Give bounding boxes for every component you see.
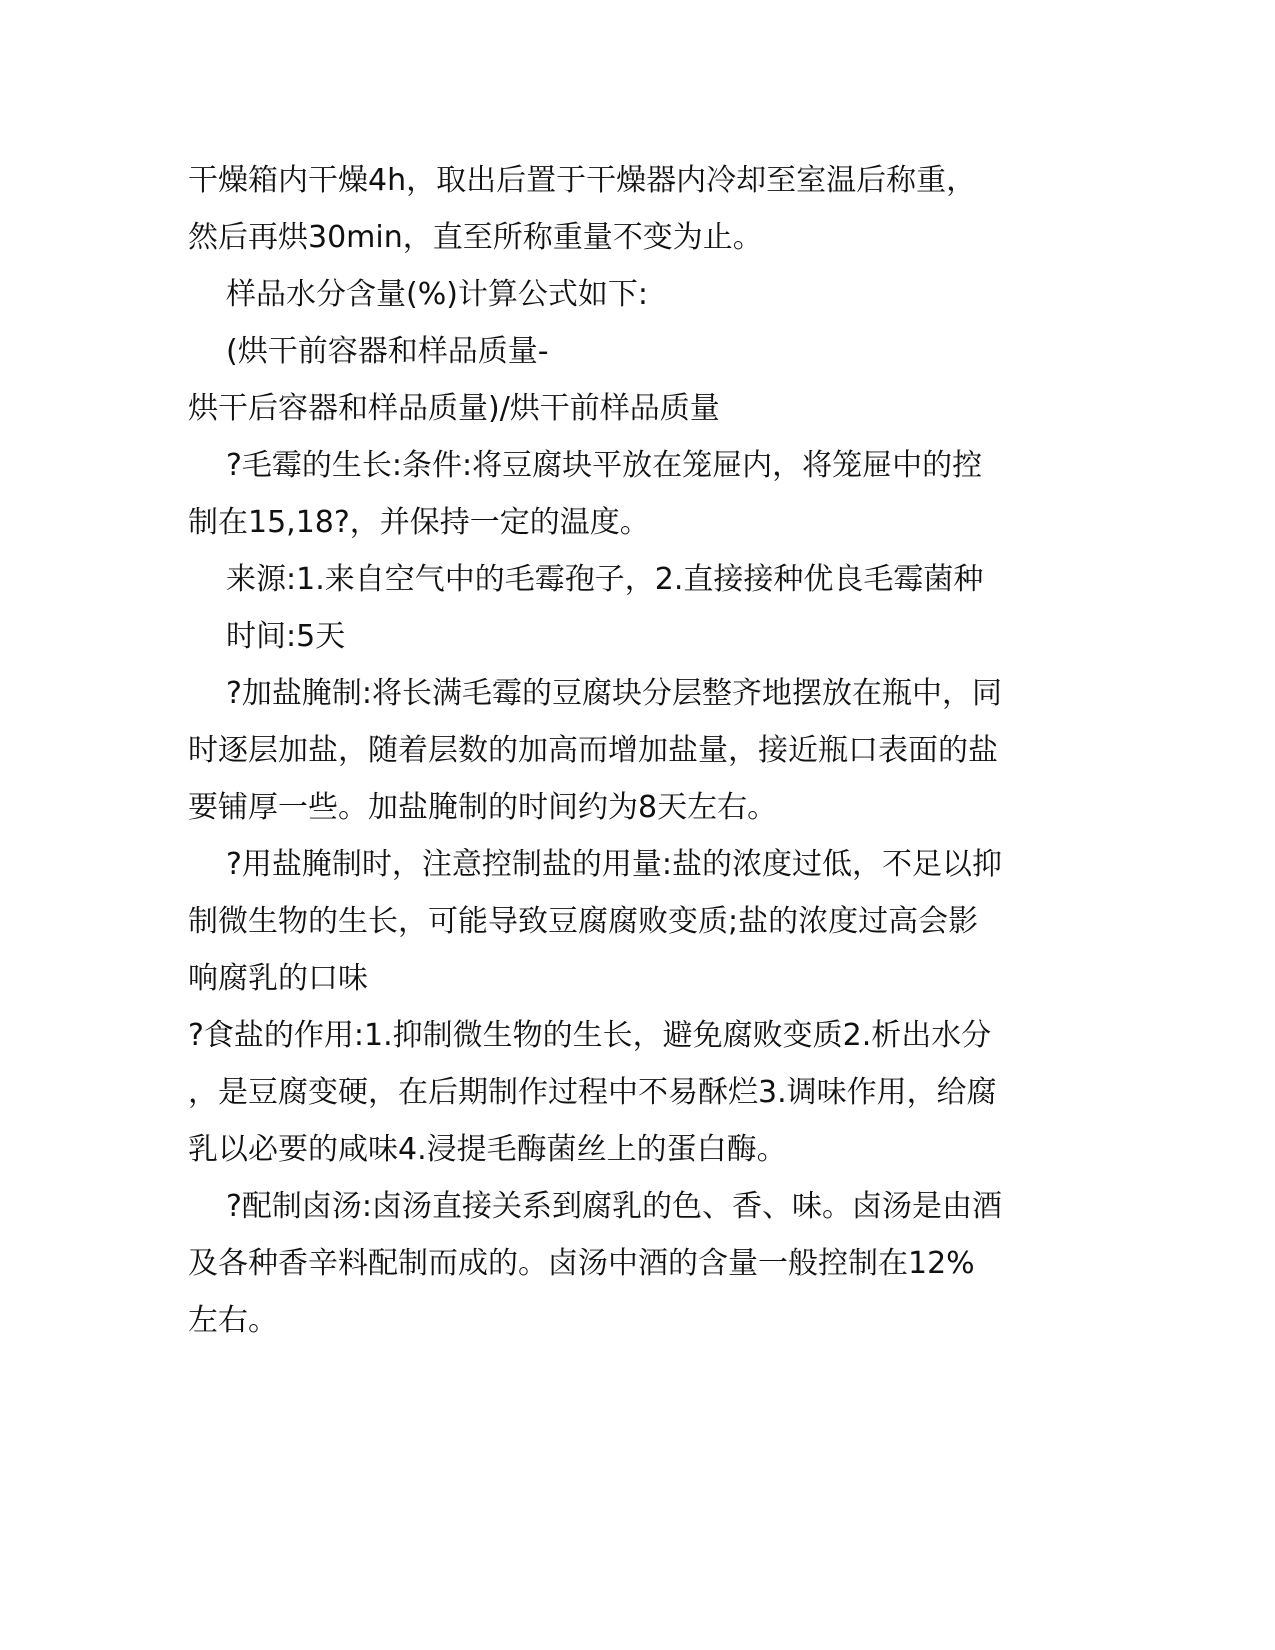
text-line: ?食盐的作用:1.抑制微生物的生长，避免腐败变质2.析出水分 <box>188 1018 992 1053</box>
text-line: ?毛霉的生长:条件:将豆腐块平放在笼屉内，将笼屉中的控 <box>226 448 983 483</box>
text-line: 烘干后容器和样品质量)/烘干前样品质量 <box>188 391 720 426</box>
text-line: 然后再烘30min，直至所称重量不变为止。 <box>188 220 763 255</box>
text-line: ?用盐腌制时，注意控制盐的用量:盐的浓度过低，不足以抑 <box>226 847 1003 882</box>
text-line: ，是豆腐变硬，在后期制作过程中不易酥烂3.调味作用，给腐 <box>188 1075 997 1110</box>
text-line: 样品水分含量(%)计算公式如下: <box>226 277 649 312</box>
document-body <box>188 152 1088 1349</box>
text-line: 时逐层加盐，随着层数的加高而增加盐量，接近瓶口表面的盐 <box>188 733 998 768</box>
text-line: 响腐乳的口味 <box>188 961 368 996</box>
text-line: 要铺厚一些。加盐腌制的时间约为8天左右。 <box>188 790 778 825</box>
text-line: 干燥箱内干燥4h，取出后置于干燥器内冷却至室温后称重， <box>188 163 977 198</box>
text-line: 及各种香辛料配制而成的。卤汤中酒的含量一般控制在12% <box>188 1246 975 1281</box>
text-line: 乳以必要的咸味4.浸提毛酶菌丝上的蛋白酶。 <box>188 1132 787 1167</box>
text-line: ?加盐腌制:将长满毛霉的豆腐块分层整齐地摆放在瓶中，同 <box>226 676 1003 711</box>
text-line: 左右。 <box>188 1303 278 1338</box>
text-line: 制在15,18?，并保持一定的温度。 <box>188 505 650 540</box>
text-line: 制微生物的生长，可能导致豆腐腐败变质;盐的浓度过高会影 <box>188 904 979 939</box>
text-line: 时间:5天 <box>226 619 346 654</box>
text-line: ?配制卤汤:卤汤直接关系到腐乳的色、香、味。卤汤是由酒 <box>226 1189 1003 1224</box>
text-line: 来源:1.来自空气中的毛霉孢子，2.直接接种优良毛霉菌种 <box>226 562 984 597</box>
text-line: (烘干前容器和样品质量- <box>226 334 549 369</box>
